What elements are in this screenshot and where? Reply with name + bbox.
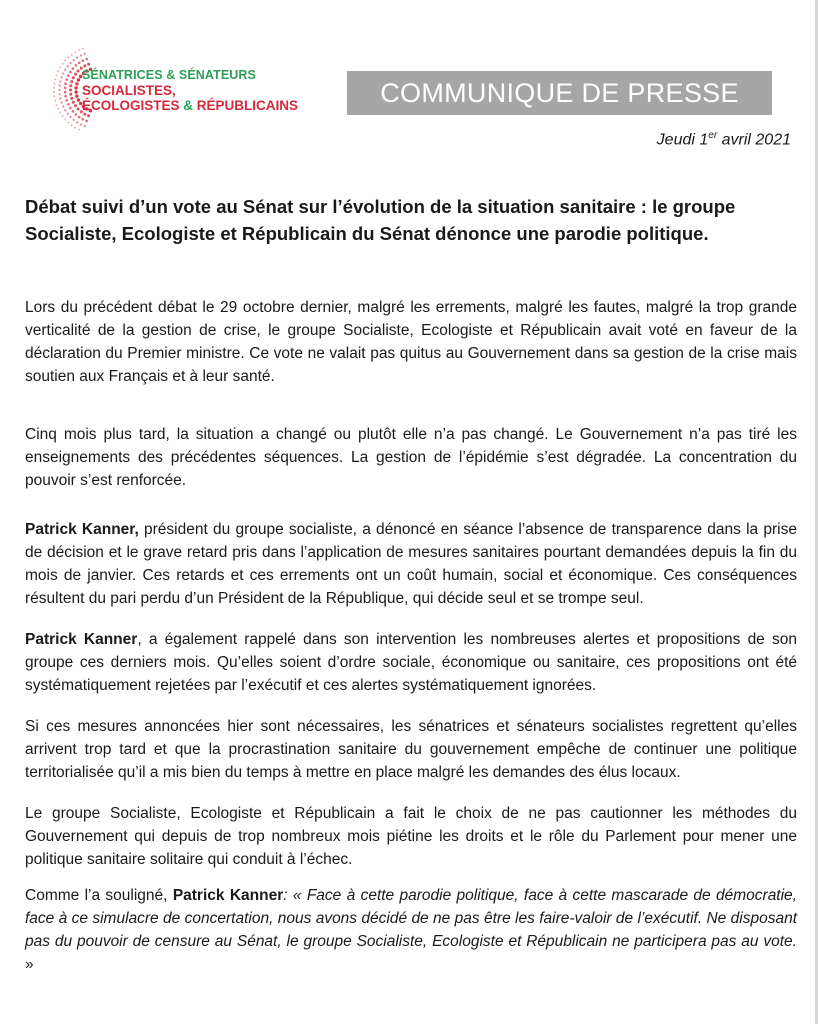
paragraph-7 (25, 884, 797, 976)
emblem-dot (69, 71, 72, 74)
emblem-dot (75, 94, 78, 97)
logo-ampersand: & (179, 98, 197, 113)
emblem-dot (69, 88, 72, 91)
emblem-dot (69, 107, 72, 110)
paragraph-1: Lors du précédent débat le 29 octobre dernier, malgré les errements, malgré les fautes, malgré la trop grande verticalité de la gestion de crise, le groupe Socialiste, Ecologiste et Républicain avait voté en faveur de la déclaration du Premier ministre. Ce vote ne valait pas quitus au Gouvernement dans sa gestion de la crise mais soutien aux Français et à leur santé. (25, 299, 797, 385)
emblem-dot (64, 60, 66, 62)
emblem-dot (78, 49, 80, 51)
emblem-dot (72, 101, 75, 104)
paragraph-3-text: président du groupe socialiste, a dénoncé en séance l’absence de transparence dans la prise de décision et le grave retard pris dans l’application de mesures sanitaires pourtant demandées depuis la fin du mois de janvier. Ces retards et ces errements ont un coût humain, social et économique. Ces conséquences résultent du pari perdu d’un Président de la République, qui décide seul et se trompe seul. (25, 521, 797, 607)
emblem-dot (62, 63, 64, 65)
emblem-dot (78, 129, 80, 130)
speaker-name: Patrick Kanner (25, 631, 138, 648)
logo-line-2: SOCIALISTES, (82, 83, 176, 98)
emblem-dot (56, 74, 58, 76)
emblem-dot (73, 119, 75, 121)
emblem-dot (76, 121, 78, 123)
emblem-dot (57, 70, 59, 72)
emblem-dot (84, 125, 86, 127)
release-date (657, 130, 791, 149)
emblem-dot (69, 62, 71, 64)
emblem-dot (64, 118, 66, 120)
emblem-dot (80, 123, 82, 125)
logo-line-3a: ÉCOLOGISTES (82, 98, 180, 113)
logo-line-1: SÉNATRICES & SÉNATEURS (82, 68, 256, 82)
emblem-dot (60, 76, 62, 78)
emblem-dot (67, 74, 70, 77)
emblem-dot (72, 76, 75, 79)
emblem-dot (85, 58, 88, 61)
logo-text (82, 68, 298, 113)
emblem-dot (54, 83, 56, 85)
emblem-dot (70, 80, 73, 83)
emblem-dot (59, 67, 61, 69)
group-logo (50, 40, 315, 130)
emblem-dot (53, 87, 55, 89)
emblem-dot (69, 116, 71, 118)
emblem-dot (59, 80, 61, 82)
emblem-dot (78, 62, 81, 65)
emblem-dot (74, 51, 76, 53)
paragraph-4-text: , a également rappelé dans son intervention les nombreuses alertes et propositions de son groupe ces derniers mois. Qu’elles soient d’ordre sociale, économique ou sanitaire, ces propositions ont été systématiquement rejetées par l’exécutif et ces alertes systématiquement ignorées. (25, 631, 797, 694)
emblem-dot (67, 122, 69, 124)
speaker-name: Patrick Kanner, (25, 521, 139, 538)
emblem-dot (64, 87, 67, 90)
emblem-dot (64, 91, 67, 94)
emblem-dot (74, 73, 77, 76)
speaker-name: Patrick Kanner (172, 887, 284, 904)
paragraph-2: Cinq mois plus tard, la situation a changé ou plutôt elle n’a pas changé. Le Gouvernement n’a pas tiré les enseignements des précédentes séquences. La gestion de l’épidémie s’est dégradée. La concentration du pouvoir s’est renforcée. (25, 426, 797, 489)
emblem-dot (87, 63, 90, 66)
emblem-dot (71, 124, 73, 126)
emblem-dot (53, 91, 55, 93)
emblem-dot (64, 109, 66, 111)
emblem-dot (80, 54, 82, 56)
emblem-dot (85, 120, 88, 123)
emblem-dot (56, 104, 58, 106)
paragraph-7-lead: Comme l’a souligné, (25, 887, 173, 904)
emblem-dot (74, 104, 77, 107)
emblem-dot (65, 99, 68, 102)
emblem-dot (67, 57, 69, 59)
paragraph-3 (25, 518, 797, 610)
emblem-dot (75, 82, 78, 85)
emblem-dot (59, 97, 61, 99)
emblem-dot (54, 100, 56, 102)
emblem-dot (54, 95, 56, 97)
emblem-dot (64, 95, 67, 98)
emblem-dot (62, 105, 64, 107)
emblem-dot (77, 78, 80, 81)
emblem-dot (75, 113, 78, 116)
emblem-dot (65, 78, 68, 81)
emblem-dot (69, 84, 72, 87)
emblem-dot (62, 72, 64, 74)
emblem-dot (64, 82, 67, 85)
emblem-dot (82, 48, 84, 50)
press-release-banner: COMMUNIQUE DE PRESSE (347, 71, 772, 115)
paragraph-5: Si ces mesures annoncées hier sont nécessaires, les sénatrices et sénateurs socialistes regrettent qu’elles arrivent trop tard et que la procrastination sanitaire du gouvernement empêche de continuer une politique territorialisée qu’il a mis bien du temps à mettre en place malgré les demandes des élus locaux. (25, 718, 797, 781)
press-release-title: Débat suivi d’un vote au Sénat sur l’évolution de la situation sanitaire : le groupe Socialiste, Ecologiste et Républicain du Sénat dénonce une parodie politique. (25, 196, 736, 244)
emblem-dot (54, 78, 56, 80)
emblem-dot (77, 107, 80, 110)
quote-text: : « Face à cette parodie politique, face à cette mascarade de démocratie, face à ce simulacre de concertation, nous avons décidé de ne pas être les faire-valoir de l’exécutif. Ne disposant pas du pouvoir de censure au Sénat, le groupe Socialiste, Ecologiste et Républicain ne participera pas au vote. (25, 887, 797, 950)
paragraph-6: Le groupe Socialiste, Ecologiste et Républicain a fait le choix de ne pas cautionner les méthodes du Gouvernement qui depuis de trop nombreux mois piétine les droits et le rôle du Parlement pour mener une politique sanitaire solitaire qui conduit à l’échec. (25, 805, 797, 868)
emblem-dot (83, 64, 86, 67)
logo-line-3 (82, 98, 298, 113)
emblem-dot (73, 59, 75, 61)
quote-end: » (25, 956, 34, 973)
emblem-dot (81, 59, 84, 62)
emblem-dot (84, 53, 86, 55)
emblem-dot (74, 90, 77, 93)
emblem-dot (59, 93, 61, 95)
emblem-dot (70, 97, 73, 100)
emblem-dot (59, 85, 61, 87)
paragraph-4 (25, 628, 797, 697)
emblem-dot (69, 93, 72, 96)
emblem-dot (58, 89, 60, 91)
emblem-dot (74, 127, 76, 129)
date-superscript: er (708, 130, 718, 141)
emblem-dot (71, 54, 73, 56)
emblem-dot (72, 110, 75, 113)
emblem-dot (57, 108, 59, 110)
emblem-dot (76, 56, 78, 58)
emblem-dot (78, 116, 81, 119)
emblem-dot (67, 65, 69, 67)
emblem-dot (60, 101, 62, 103)
emblem-dot (74, 86, 77, 89)
emblem-dot (77, 98, 80, 101)
emblem-dot (72, 67, 75, 70)
emblem-dot (59, 112, 61, 114)
emblem-dot (67, 103, 70, 106)
emblem-dot (67, 113, 69, 115)
emblem-dot (83, 113, 86, 116)
date-prefix: Jeudi 1 (656, 131, 709, 149)
emblem-dot (81, 118, 84, 121)
emblem-dot (64, 69, 66, 71)
emblem-dot (62, 115, 64, 117)
emblem-dot (75, 64, 78, 67)
emblem-dot (87, 114, 90, 117)
emblem-dot (77, 69, 80, 72)
date-suffix: avril 2021 (717, 131, 791, 149)
logo-line-3b: RÉPUBLICAINS (196, 98, 299, 113)
